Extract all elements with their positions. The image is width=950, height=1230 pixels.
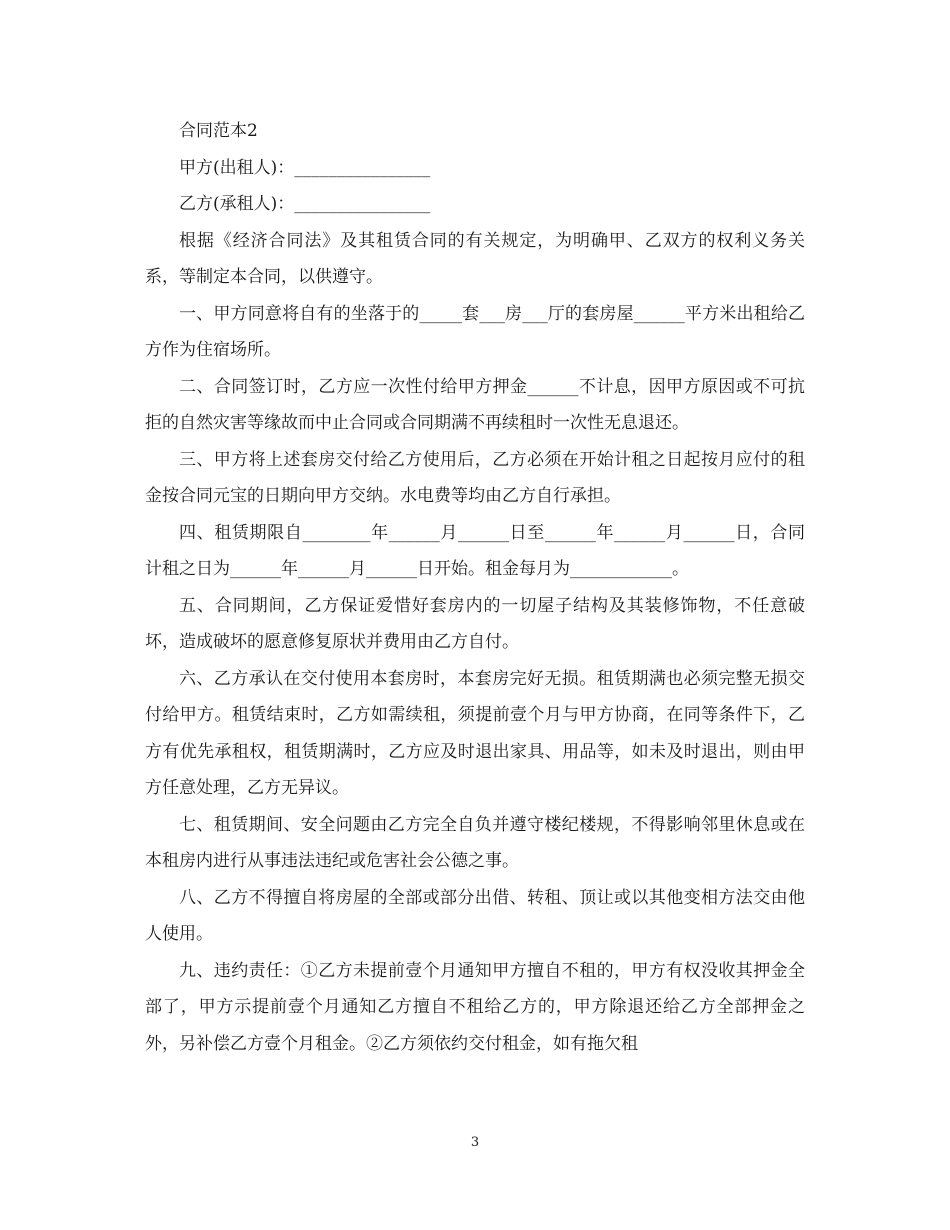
clause-6: 六、乙方承认在交付使用本套房时，本套房完好无损。租赁期满也必须完整无损交付给甲方。租赁结束时，乙方如需续租，须提前壹个月与甲方协商，在同等条件下，乙方有优先承租权，租赁期满时，乙方应及时退出家具、用品等，如未及时退出，则由甲方任意处理，乙方无异议。: [145, 668, 805, 798]
party-a-line: 甲方(出租人)：________________: [179, 157, 431, 178]
paragraph-preamble: 根据《经济合同法》及其租赁合同的有关规定，为明确甲、乙双方的权利义务关系，等制定本合同，以供遵守。: [145, 230, 805, 287]
clause-4: 四、租赁期限自________年______月______日至______年______月______日，合同计租之日为______年______月______日开始。租金每月为____________。: [145, 522, 805, 579]
document-title: 合同范本2: [179, 121, 258, 141]
party-b-line: 乙方(承租人)：________________: [179, 194, 431, 214]
clause-8: 八、乙方不得擅自将房屋的全部或部分出借、转租、顶让或以其他变相方法交由他人使用。: [145, 887, 805, 944]
clause-3: 三、甲方将上述套房交付给乙方使用后，乙方必须在开始计租之日起按月应付的租金按合同元宝的日期向甲方交纳。水电费等均由乙方自行承担。: [145, 449, 805, 506]
clause-2: 二、合同签订时，乙方应一次性付给甲方押金______不计息，因甲方原因或不可抗拒的自然灾害等缘故而中止合同或合同期满不再续租时一次性无息退还。: [145, 376, 805, 433]
document-body: [145, 113, 805, 1062]
clause-7: 七、租赁期间、安全问题由乙方完全自负并遵守楼纪楼规，不得影响邻里休息或在本租房内进行从事违法违纪或危害社会公德之事。: [145, 814, 805, 871]
page-number: 3: [470, 1135, 480, 1150]
clause-5: 五、合同期间，乙方保证爱惜好套房内的一切屋子结构及其装修饰物，不任意破坏，造成破坏的愿意修复原状并费用由乙方自付。: [145, 595, 805, 652]
clause-1: 一、甲方同意将自有的坐落于的_____套___房___厅的套房屋______平方米出租给乙方作为住宿场所。: [145, 303, 805, 360]
clause-9: 九、违约责任：①乙方未提前壹个月通知甲方擅自不租的，甲方有权没收其押金全部了，甲方示提前壹个月通知乙方擅自不租给乙方的，甲方除退还给乙方全部押金之外，另补偿乙方壹个月租金。②乙方须依约交付租金，如有拖欠租: [145, 960, 805, 1054]
